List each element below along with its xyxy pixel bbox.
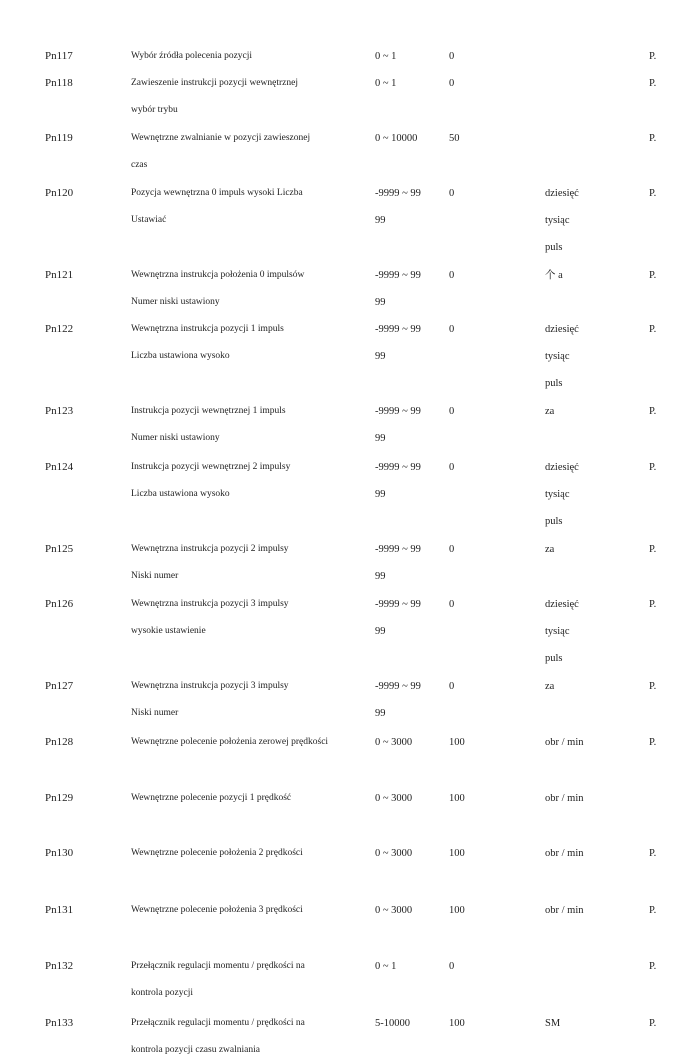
parameter-code: [45, 398, 73, 425]
parameter-unit: [545, 454, 579, 535]
parameter-range: [375, 1010, 410, 1037]
parameter-code: [45, 729, 73, 756]
parameter-name-line: Wewnętrzna instrukcja pozycji 3 impulsy: [131, 681, 289, 691]
parameter-name-line: Wewnętrzna instrukcja pozycji 2 impulsy: [131, 544, 289, 554]
parameter-unit: [545, 262, 563, 289]
parameter-default-line: 0: [449, 544, 455, 555]
parameter-default: [449, 316, 454, 343]
parameter-code-line: Pn130: [45, 847, 74, 859]
parameter-flag-line: P.: [649, 961, 657, 972]
parameter-code: [45, 70, 73, 97]
parameter-unit-line: 个 a: [545, 270, 563, 281]
parameter-code-line: Pn122: [45, 323, 74, 335]
parameter-name-line: czas: [131, 160, 148, 170]
parameter-flag: [649, 729, 656, 756]
parameter-code: [45, 180, 73, 207]
parameter-default-line: 100: [449, 848, 465, 859]
parameter-range: [375, 953, 396, 980]
parameter-default-line: 0: [449, 462, 455, 473]
parameter-unit-line: za: [545, 681, 555, 692]
parameter-name-line: Wewnętrzne polecenie położenia 2 prędkości: [131, 848, 303, 858]
parameter-unit: [545, 897, 584, 924]
parameter-code-line: Pn131: [45, 904, 74, 916]
parameter-flag: [649, 673, 656, 700]
parameter-flag-line: P.: [649, 133, 657, 144]
parameter-code: [45, 262, 73, 289]
parameter-default: [449, 43, 454, 70]
parameter-code: [45, 536, 73, 563]
parameter-range: [375, 785, 412, 812]
parameter-name: [131, 785, 291, 812]
parameter-flag: [649, 262, 656, 289]
parameter-code: [45, 454, 73, 481]
parameter-flag-line: P.: [649, 1018, 657, 1029]
parameter-name-line: Pozycja wewnętrzna 0 impuls wysoki Liczba: [131, 188, 303, 198]
parameter-name-line: Wewnętrzne polecenie położenia zerowej prędkości: [131, 737, 329, 747]
parameter-default: [449, 1010, 465, 1037]
parameter-default-line: 0: [449, 681, 455, 692]
parameter-unit-line: za: [545, 544, 555, 555]
parameter-name: [131, 125, 310, 179]
parameter-code-line: Pn128: [45, 736, 74, 748]
parameter-flag: [649, 536, 656, 563]
parameter-name: [131, 729, 328, 756]
parameter-name: [131, 180, 303, 234]
parameter-default: [449, 591, 454, 618]
parameter-range: [375, 262, 421, 316]
parameter-code: [45, 1010, 73, 1037]
parameter-range-line: 0 ~ 10000: [375, 133, 418, 144]
parameter-default-line: 100: [449, 737, 465, 748]
parameter-name: [131, 536, 289, 590]
parameter-name-line: Numer niski ustawiony: [131, 433, 220, 443]
parameter-default-line: 0: [449, 324, 455, 335]
parameter-name-line: Wewnętrzna instrukcja położenia 0 impulsów: [131, 270, 305, 280]
parameter-code: [45, 953, 73, 980]
parameter-range-line: -9999 ~ 99: [375, 544, 421, 555]
parameter-unit-line: tysiąc: [545, 626, 570, 637]
parameter-range: [375, 536, 421, 590]
parameter-name-line: Niski numer: [131, 708, 179, 718]
parameter-range-line: 5-10000: [375, 1018, 410, 1029]
parameter-flag: [649, 125, 656, 152]
parameter-range-line: 0 ~ 1: [375, 51, 397, 62]
parameter-code-line: Pn121: [45, 269, 74, 281]
parameter-default-line: 100: [449, 905, 465, 916]
parameter-unit-line: tysiąc: [545, 215, 570, 226]
parameter-flag: [649, 180, 656, 207]
parameter-unit-line: dziesięć: [545, 188, 579, 199]
parameter-name-line: Przełącznik regulacji momentu / prędkości na: [131, 961, 305, 971]
parameter-flag-line: P.: [649, 681, 657, 692]
parameter-name-line: Ustawiać: [131, 215, 167, 225]
parameter-name-line: Wybór źródła polecenia pozycji: [131, 51, 253, 61]
parameter-name-line: Wewnętrzna instrukcja pozycji 3 impulsy: [131, 599, 289, 609]
parameter-range-line: -9999 ~ 99: [375, 462, 421, 473]
parameter-range-line: 0 ~ 1: [375, 961, 397, 972]
parameter-range-line: 0 ~ 3000: [375, 793, 413, 804]
parameter-default-line: 0: [449, 406, 455, 417]
parameter-code-line: Pn132: [45, 960, 74, 972]
parameter-range-line: -9999 ~ 99: [375, 270, 421, 281]
parameter-unit: [545, 591, 579, 672]
parameter-code-line: Pn133: [45, 1017, 74, 1029]
parameter-code: [45, 43, 73, 70]
parameter-name: [131, 1010, 305, 1064]
parameter-flag-line: P.: [649, 905, 657, 916]
parameter-default: [449, 262, 454, 289]
parameter-code-line: Pn120: [45, 187, 74, 199]
parameter-name: [131, 840, 303, 867]
parameter-unit-line: obr / min: [545, 848, 584, 859]
parameter-flag: [649, 1010, 656, 1037]
parameter-code: [45, 840, 73, 867]
parameter-name-line: Wewnętrzna instrukcja pozycji 1 impuls: [131, 324, 284, 334]
parameter-range-line: 0 ~ 3000: [375, 737, 413, 748]
parameter-unit-line: dziesięć: [545, 462, 579, 473]
parameter-unit-line: puls: [545, 242, 563, 253]
parameter-range-line: 99: [375, 708, 386, 719]
parameter-default-line: 0: [449, 188, 455, 199]
parameter-name-line: Liczba ustawiona wysoko: [131, 489, 230, 499]
parameter-range: [375, 591, 421, 645]
parameter-name-line: wysokie ustawienie: [131, 626, 206, 636]
parameter-unit-line: dziesięć: [545, 599, 579, 610]
parameter-name: [131, 262, 304, 316]
parameter-flag-line: P.: [649, 544, 657, 555]
parameter-default: [449, 536, 454, 563]
parameter-unit-line: obr / min: [545, 905, 584, 916]
parameter-range: [375, 454, 421, 508]
parameter-name-line: Instrukcja pozycji wewnętrznej 2 impulsy: [131, 462, 291, 472]
parameter-default: [449, 125, 460, 152]
parameter-code-line: Pn127: [45, 680, 74, 692]
parameter-unit: [545, 316, 579, 397]
parameter-unit-line: tysiąc: [545, 351, 570, 362]
parameter-name: [131, 316, 284, 370]
parameter-default-line: 100: [449, 1018, 465, 1029]
parameter-name-line: wybór trybu: [131, 105, 178, 115]
parameter-default-line: 100: [449, 793, 465, 804]
parameter-range-line: 99: [375, 351, 386, 362]
parameter-flag: [649, 897, 656, 924]
parameter-code-line: Pn119: [45, 132, 73, 144]
parameter-default: [449, 454, 454, 481]
parameter-unit-line: SM: [545, 1018, 561, 1029]
parameter-name: [131, 398, 286, 452]
parameter-unit-line: puls: [545, 516, 563, 527]
parameter-range: [375, 398, 421, 452]
parameter-code-line: Pn124: [45, 461, 74, 473]
parameter-range: [375, 316, 421, 370]
parameter-code: [45, 785, 73, 812]
parameter-name-line: Wewnętrzne zwalnianie w pozycji zawieszonej: [131, 133, 311, 143]
parameter-name-line: Liczba ustawiona wysoko: [131, 351, 230, 361]
parameter-name: [131, 454, 290, 508]
parameter-range-line: -9999 ~ 99: [375, 406, 421, 417]
parameter-flag-line: P.: [649, 406, 657, 417]
parameter-range: [375, 840, 412, 867]
parameter-unit-line: puls: [545, 378, 563, 389]
parameter-name: [131, 673, 289, 727]
parameter-range-line: 99: [375, 571, 386, 582]
parameter-default: [449, 70, 454, 97]
parameter-range: [375, 70, 396, 97]
parameter-name-line: kontrola pozycji czasu zwalniania: [131, 1045, 260, 1055]
parameter-range: [375, 43, 396, 70]
parameter-range-line: 99: [375, 433, 386, 444]
parameter-flag: [649, 840, 656, 867]
parameter-default: [449, 729, 465, 756]
parameter-default-line: 0: [449, 270, 455, 281]
parameter-default: [449, 897, 465, 924]
parameter-flag-line: P.: [649, 737, 657, 748]
parameter-name: [131, 953, 305, 1007]
parameter-unit-line: puls: [545, 653, 563, 664]
parameter-flag-line: P.: [649, 270, 657, 281]
parameter-code: [45, 673, 73, 700]
parameter-flag-line: P.: [649, 188, 657, 199]
parameter-flag: [649, 398, 656, 425]
parameter-flag-line: P.: [649, 848, 657, 859]
parameter-flag-line: P.: [649, 324, 657, 335]
parameter-range-line: 99: [375, 626, 386, 637]
parameter-range-line: 99: [375, 297, 386, 308]
parameter-flag: [649, 953, 656, 980]
parameter-code: [45, 591, 73, 618]
parameter-default: [449, 840, 465, 867]
parameter-flag: [649, 43, 656, 70]
parameter-name-line: Numer niski ustawiony: [131, 297, 220, 307]
parameter-range: [375, 180, 421, 234]
parameter-unit-line: dziesięć: [545, 324, 579, 335]
parameter-flag-line: P.: [649, 78, 657, 89]
parameter-range: [375, 729, 412, 756]
parameter-code-line: Pn126: [45, 598, 74, 610]
parameter-name-line: Instrukcja pozycji wewnętrznej 1 impuls: [131, 406, 286, 416]
parameter-unit: [545, 180, 579, 261]
parameter-default-line: 0: [449, 51, 455, 62]
parameter-range-line: -9999 ~ 99: [375, 188, 421, 199]
parameter-code: [45, 897, 73, 924]
parameter-default: [449, 398, 454, 425]
parameter-flag: [649, 591, 656, 618]
parameter-name: [131, 591, 289, 645]
parameter-range-line: 0 ~ 1: [375, 78, 397, 89]
parameter-code-line: Pn117: [45, 50, 73, 62]
parameter-range: [375, 125, 417, 152]
parameter-unit-line: obr / min: [545, 737, 584, 748]
parameter-name-line: Wewnętrzne polecenie pozycji 1 prędkość: [131, 793, 292, 803]
parameter-default-line: 0: [449, 961, 455, 972]
parameter-unit: [545, 840, 584, 867]
parameter-range-line: -9999 ~ 99: [375, 324, 421, 335]
parameter-default: [449, 785, 465, 812]
parameter-range-line: 0 ~ 3000: [375, 905, 413, 916]
parameter-unit: [545, 729, 584, 756]
parameter-name-line: Zawieszenie instrukcji pozycji wewnętrznej: [131, 78, 298, 88]
parameter-default: [449, 673, 454, 700]
parameter-code: [45, 316, 73, 343]
parameter-unit: [545, 673, 554, 700]
parameter-code: [45, 125, 73, 152]
parameter-flag-line: P.: [649, 462, 657, 473]
parameter-code-line: Pn118: [45, 77, 73, 89]
parameter-flag-line: P.: [649, 599, 657, 610]
parameter-range: [375, 673, 421, 727]
parameter-unit-line: za: [545, 406, 555, 417]
parameter-range-line: -9999 ~ 99: [375, 681, 421, 692]
parameter-range-line: 99: [375, 489, 386, 500]
parameter-default-line: 0: [449, 599, 455, 610]
parameter-flag-line: P.: [649, 51, 657, 62]
parameter-default: [449, 953, 454, 980]
parameter-unit: [545, 1010, 560, 1037]
parameter-range-line: 0 ~ 3000: [375, 848, 413, 859]
parameter-flag: [649, 316, 656, 343]
parameter-name-line: Niski numer: [131, 571, 179, 581]
parameter-unit: [545, 536, 554, 563]
parameter-range-line: -9999 ~ 99: [375, 599, 421, 610]
parameter-flag: [649, 70, 656, 97]
parameter-default-line: 50: [449, 133, 460, 144]
parameter-name: [131, 70, 298, 124]
parameter-flag: [649, 454, 656, 481]
parameter-name: [131, 897, 303, 924]
parameter-default: [449, 180, 454, 207]
parameter-unit: [545, 398, 554, 425]
parameter-name-line: kontrola pozycji: [131, 988, 193, 998]
parameter-name-line: Wewnętrzne polecenie położenia 3 prędkości: [131, 905, 303, 915]
parameter-unit-line: tysiąc: [545, 489, 570, 500]
parameter-range-line: 99: [375, 215, 386, 226]
parameter-default-line: 0: [449, 78, 455, 89]
parameter-unit: [545, 785, 584, 812]
parameter-unit-line: obr / min: [545, 793, 584, 804]
parameter-name-line: Przełącznik regulacji momentu / prędkości na: [131, 1018, 305, 1028]
parameter-code-line: Pn123: [45, 405, 74, 417]
parameter-range: [375, 897, 412, 924]
parameter-name: [131, 43, 252, 70]
parameter-code-line: Pn125: [45, 543, 74, 555]
parameter-code-line: Pn129: [45, 792, 74, 804]
